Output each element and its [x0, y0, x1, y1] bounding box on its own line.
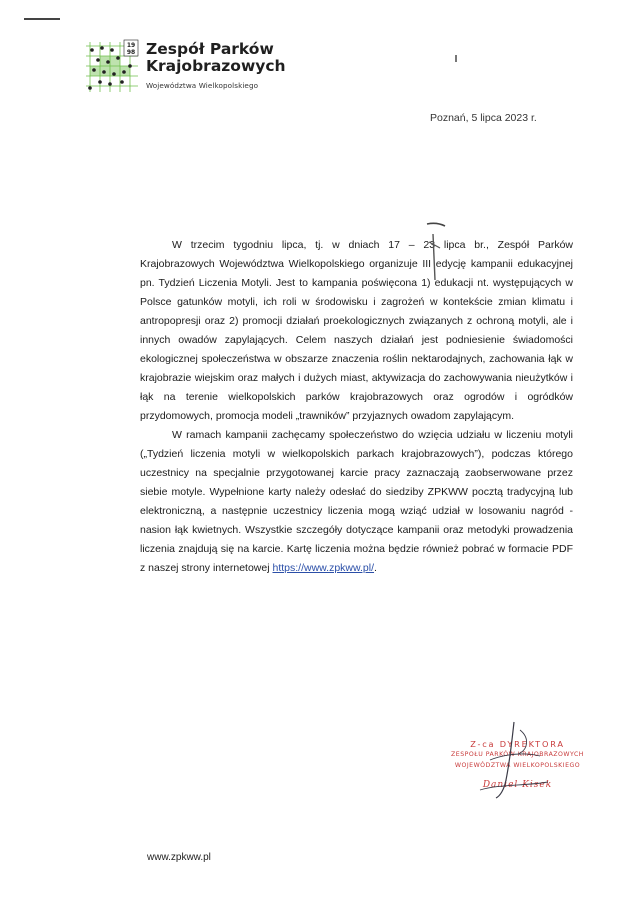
scan-dot [455, 55, 457, 62]
logo-badge-year: 98 [126, 49, 136, 56]
handwritten-correction-mark [415, 218, 455, 288]
logo-dot [106, 60, 110, 64]
logo-dot [90, 48, 94, 52]
stamp-org-line1: ZESPOŁU PARKÓW KRAJOBRAZOWYCH [451, 751, 584, 758]
letter-date: Poznań, 5 lipca 2023 r. [430, 112, 537, 124]
org-subtitle: Województwa Wielkopolskiego [146, 81, 259, 90]
logo-dot [102, 70, 106, 74]
logo-dot [116, 56, 120, 60]
paragraph-2-end: . [374, 562, 377, 574]
logo-dot [108, 82, 112, 86]
logo-dot [110, 48, 114, 52]
org-name [146, 41, 346, 75]
logo-dot [122, 70, 126, 74]
handwritten-signature [470, 720, 560, 800]
logo-badge-year: 19 [126, 42, 136, 49]
paragraph-1: W trzecim tygodniu lipca, tj. w dniach 17 – 23 lipca br., Zespół Parków Krajobrazowych Województwa Wielkopolskiego organizuje III edycję kampanii edukacyjnej pn. Tydzień Liczenia Motyli. Jest to kampania poświęcona 1) edukacji nt. występujących w Polsce gatunków motyli, ich roli w środowisku i zagrożeń w kontekście zmian klimatu i antropopresji oraz 2) promocji działań proekologicznych związanych z ochroną motyli, ale i innych owadów zapylających. Celem naszych działań jest podniesienie świadomości ekologicznej społeczeństwa w obszarze znaczenia roślin nektarodajnych, zachowania łąk w krajobrazie wiejskim oraz małych i dużych miast, aktywizacja do zachowywania nieużytków i łąk na terenie wielkopolskich parków krajobrazowych oraz ogrodów i ogródków przydomowych, promocja modeli „trawników” przyjaznych owadom zapylającym. [140, 239, 573, 422]
website-link[interactable]: https://www.zpkww.pl/ [272, 562, 375, 574]
logo-dot [92, 68, 96, 72]
stamp-org-line2: WOJEWÓDZTWA WIELKOPOLSKIEGO [454, 762, 581, 769]
paragraph-2 [140, 426, 573, 578]
corner-mark [24, 18, 60, 20]
stamp-name: Daniel Kisek [482, 780, 553, 790]
logo-dot [128, 64, 132, 68]
org-name-line2: Krajobrazowych [146, 57, 286, 75]
logo-dot [88, 86, 92, 90]
logo-dot [112, 72, 116, 76]
paragraph-2-text: W ramach kampanii zachęcamy społeczeństwo do wzięcia udziału w liczeniu motyli („Tydzień liczenia motyli w wielkopolskich parkach krajobrazowych”), podczas którego uczestnicy na specjalnie przygotowanej karcie pracy zaznaczają zaobserwowane przez siebie motyle. Wypełnione karty należy odesłać do siedziby ZPKWW pocztą tradycyjną lub elektroniczną, a następnie uczestnicy liczenia mogą wziąć udział w losowaniu nagród - nasion łąk kwietnych. Wszystkie szczegóły dotyczące kampanii oraz metodyki prowadzenia liczenia znajdują się na karcie. Kartę liczenia można będzie również pobrać w formacie PDF z naszej strony internetowej [140, 429, 573, 574]
logo-dot [120, 80, 124, 84]
logo-dot [96, 58, 100, 62]
logo-dot [100, 46, 104, 50]
stamp-title: Z-ca DYREKTORA [470, 739, 565, 749]
letter-body [140, 236, 573, 578]
butterfly-grid-logo [82, 38, 142, 96]
org-name-line1: Zespół Parków [146, 40, 274, 58]
logo-dot [98, 80, 102, 84]
footer-website: www.zpkww.pl [147, 852, 211, 863]
